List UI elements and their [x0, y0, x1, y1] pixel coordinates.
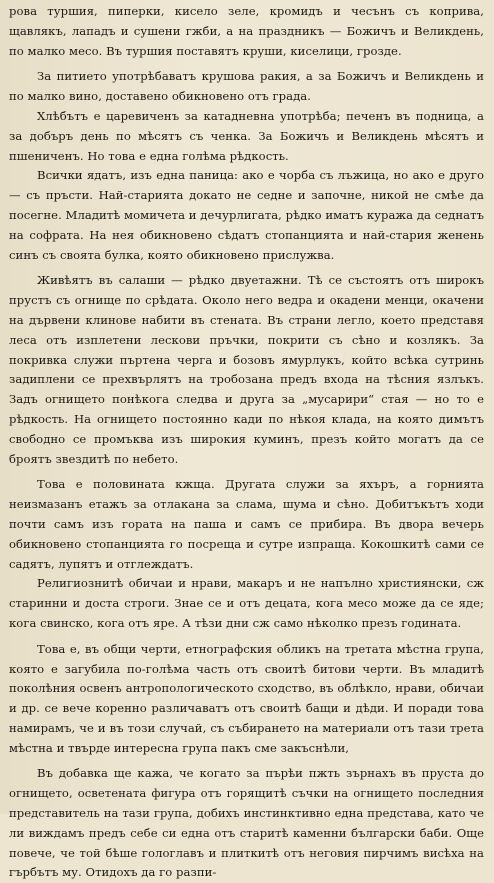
paragraph-8: Това е, въ общи черти, етнографския обликъ на третата мѣстна група, която е загубила по-голѣма часть отъ своитѣ битови черти. Въ младитѣ поколѣния освенъ антропологическото сходство, въ облѣкло, нрави, обичаи и др. се вече коренно различаватъ отъ своитѣ бащи и дѣди. И поради това намирамъ, че и въ този случай, съ събирането на материали отъ тази трета мѣстна и твърде интересна група пакъ сме закъснѣли, [9, 641, 484, 755]
paragraph-9: Въ добавка ще кажа, че когато за пърѣи пжть зърнахъ въ пруста до огнището, осветената фигура отъ горящитѣ съчки на огнището последния представитель на тази група, добихъ инстинктивно една представа, като че ли виждамъ предъ себе си една отъ старитѣ каменни български баби. Още повече, че той бѣше гологлавъ и плиткитѣ отъ неговия пирчимъ висѣха на гърбътъ му. Отидохъ да го разпи- [9, 766, 484, 880]
paragraph-3: Хлѣбътъ е царевиченъ за катадневна употрѣба; печенъ въ подница, а за добъръ день по мѣсятъ съ ченка. За Божичъ и Великдень мѣсятъ и пшениченъ. Но това е една голѣма рѣдкость. [9, 108, 484, 163]
paragraph-6: Това е половината кжща. Другата служи за яхъръ, а горнията неизмазанъ етажъ за отлакана за слама, шума и сѣно. Добитъкътъ ходи почти самъ изъ гората на паша и самъ се прибира. Въ двора вечерь обикновено стопанцията го посреща и сутре изпраща. Кокошкитѣ сами се садятъ, лупятъ и отглеждатъ. [9, 477, 484, 571]
paragraph-7: Религиознитѣ обичаи и нрави, макаръ и не напълно християнски, сж старинни и доста строги. Знае се и отъ децата, кога месо може да се яде; кога свинско, кога отъ яре. А тѣзи дни сж само нѣколко презъ годината. [9, 576, 484, 630]
paragraph-4: Всички ядатъ, изъ една паница: ако е чорба съ лъжица, но ако е друго — съ пръсти. Най-старията докато не седне и започне, никой не смѣе да посегне. Младитѣ момичета и дечурлигата, рѣдко иматъ куража да седнатъ на софрата. На нея обикновено сѣдатъ стопанцията и най-стария женень синъ съ своята булка, която обикновено прислужва. [9, 168, 484, 262]
paragraph-2: За питието употрѣбаватъ крушова ракия, а за Божичъ и Великдень и по малко вино, доставено обикновено отъ града. [9, 69, 484, 104]
paragraph-1: рова туршия, пиперки, кисело зеле, кромидъ и чесънъ съ коприва, щавлякъ, лападъ и сушени гжби, а на праздникъ — Божичъ и Великдень, по малко месо. Въ туршия поставятъ круши, киселици, грозде. [9, 4, 484, 58]
paragraph-5: Живѣятъ въ салаши — рѣдко двуетажни. Тѣ се състоятъ отъ широкъ прустъ съ огнище по срѣдата. Около него ведра и окадени менци, окачени на дървени клинове набити въ стената. Въ страни легло, което представя леса отъ изплетени лескови пръчки, покрити съ сѣно и козлякъ. За покривка служи пъртена черга и бозовъ ямурлукъ, който всѣка сутринь задиплени се прехвърлятъ на тробозана предъ входа на тѣсния язлъкъ. Задъ огнището понѣкога следва и друга за „мусарири“ стая — но то е рѣдкость. На огнището постоянно кади по нѣкоя клада, на която димътъ свободно се промъква изъ широкия куминъ, презъ който могатъ да се броятъ звездитѣ по небето. [9, 273, 484, 466]
